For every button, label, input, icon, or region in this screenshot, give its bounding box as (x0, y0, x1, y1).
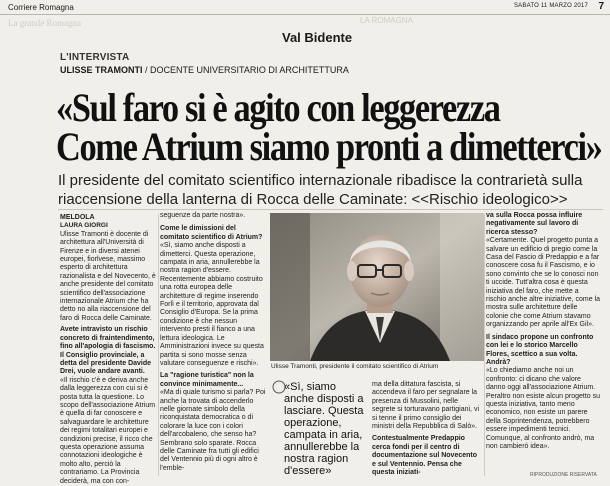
pull-quote: «Sì, siamo anche disposti a lasciare. Questa operazione, campata in aria, annullerebbe la nostra ragion d'essere» (284, 381, 364, 477)
question: Contestualmente Predappio cerca fondi per il centro di documentazione sul Novecento e sul Ventennio. Pensa che questa iniziati- (372, 435, 478, 477)
deck-line-2: riaccensione della lanterna di Rocca delle Caminate: <<Rischio ideologico>> (58, 191, 568, 208)
article-column-1 (60, 214, 158, 486)
paragraph: «Il rischio c'è e deriva anche dalla leggerezza con cui si è posta tutta la questione. Lo scopo dell'associazione Atrium è quella di far conoscere e salvaguardare le architetture dei regimi totalitari europei e condizioni precise, il ricco che questa operazione assuma connotazioni ideologiche è molto alto, perciò la contrariamo. La Provincia deciderà, ma con con- (60, 376, 156, 485)
paragraph: «Sì, siamo anche disposti a dimetterci. Questa operazione, campata in aria, annullerebbe la nostra ragion d'essere. Recentemente abbiamo costruito una rotta europea delle architetture di regime inserendo Forlì e il territorio, approvata dal Consiglio d'Europa. Se la prima condizione è che nessun intervento presti il fianco a una lettura ideologica. Le Amministrazioni invece su questa partita si sono mosse senza valutare conseguenze e rischi». (160, 242, 264, 367)
copyright-notice: RIPRODUZIONE RISERVATA (530, 472, 597, 478)
photo-caption: Ulisse Tramonti, presidente il comitato scientifico di Atrium (271, 363, 439, 370)
paragraph: Ulisse Tramonti è docente di architettura all'Università di Firenze e in diversi atenei europei, fiorlvese, massimo esperto di architettura razionalista e del Novecento, è anche presidente del comitato scientifico dell'associazione internazionale Atrium che ha detto no alla riaccensione del faro di Rocca delle Caminate. (60, 230, 156, 322)
question: va sulla Rocca possa influire negativamente sul lavoro di ricerca stesso? (486, 212, 583, 236)
question: La "ragione turistica" non la convince minimamente... (160, 372, 254, 388)
paragraph: ma della dittatura fascista, si accendeva il faro per segnalare la presenza di Mussolini, nelle segrete si torturavano partigiani, vi si tenne il primo consiglio dei ministri della Repubblica di Salò». (372, 381, 479, 431)
byline-role: / DOCENTE UNIVERSITARIO DI ARCHITETTURA (145, 65, 349, 75)
headline-line-2: Come Atrium siamo pronti a dimetterci» (56, 124, 602, 169)
question: Come le dimissioni del comitato scientifico di Atrium? (160, 225, 263, 241)
deck-rule (58, 209, 603, 210)
paragraph: «Certamente. Quel progetto punta a salvare un edificio di pregio come la Casa del Fascio di Predappio e a far conoscere cosa fu il Fascismo, e io sono convinto che se lo conosci non ti uccide. Tutt'altra cosa è questa iniziativa del faro, che mette a rischio anche altre iniziative, come la mostra sulle architetture delle colonie che come Atrium stavamo organizzando per aprile all'Ex Gil». (486, 237, 600, 329)
deck-line-1: Il presidente del comitato scientifico internazionale ribadisce la contrarietà sulla (58, 172, 583, 189)
question: Avete intravisto un rischio concreto di fraintendimento, fino all'apologia di fascismo. Il Consiglio provinciale, a detta del presidente Davide Drei, vuole andare avanti. (60, 326, 156, 376)
bleed-through-text: La grande Romagna (8, 18, 81, 28)
portrait-illustration (270, 213, 484, 361)
dateline: SABATO 11 MARZO 2017 (513, 3, 588, 9)
kicker: L'INTERVISTA (60, 52, 130, 63)
byline-name: ULISSE TRAMONTI (60, 65, 143, 75)
masthead: Corriere Romagna (8, 3, 74, 12)
header-rule (0, 14, 610, 15)
column-rule (484, 214, 485, 476)
headline-line-1: «Sul faro si è agito con leggerezza (56, 85, 500, 130)
author: LAURA GIORGI (60, 222, 108, 230)
question: Il sindaco propone un confronto con lei e lo storico Marcello Flores, scettico a sua volta. Andrà? (486, 333, 594, 366)
article-column-3 (486, 212, 600, 451)
article-column-2 (160, 212, 266, 473)
dateline-place: MELDOLA (60, 214, 95, 221)
section-title: Val Bidente (282, 30, 353, 45)
paragraph: «Lo chiediamo anche noi un confronto: ci dicano che valore danno oggi all'associazione Atrium. Peraltro non esiste alcun progetto su questa iniziativa, tanto meno economico, non esiste un parere della Soprintendenza, potrebbero essere impedimenti tecnici. Comunque, al confronto andrò, ma non cambierò idea». (486, 367, 601, 450)
paragraph: seguenze da parte nostra». (160, 212, 246, 219)
portrait-photo (270, 213, 484, 361)
byline (60, 65, 349, 75)
page-number: 7 (598, 1, 604, 12)
article-column-4 (372, 381, 480, 477)
bleed-through-label: LA ROMAGNA (360, 16, 413, 25)
paragraph: «Ma di quale turismo si parla? Poi anche la trovata di accenderlo nelle giornate simbolo della riconquistata democratica o di colorare la luce con i colori dell'arcobaleno, che senso ha? Sembrano solo sparate. Rocca delle Caminate fra tutti gli edifici del Ventennio più di ogni altro è l'emble- (160, 389, 266, 472)
column-rule (158, 214, 159, 476)
